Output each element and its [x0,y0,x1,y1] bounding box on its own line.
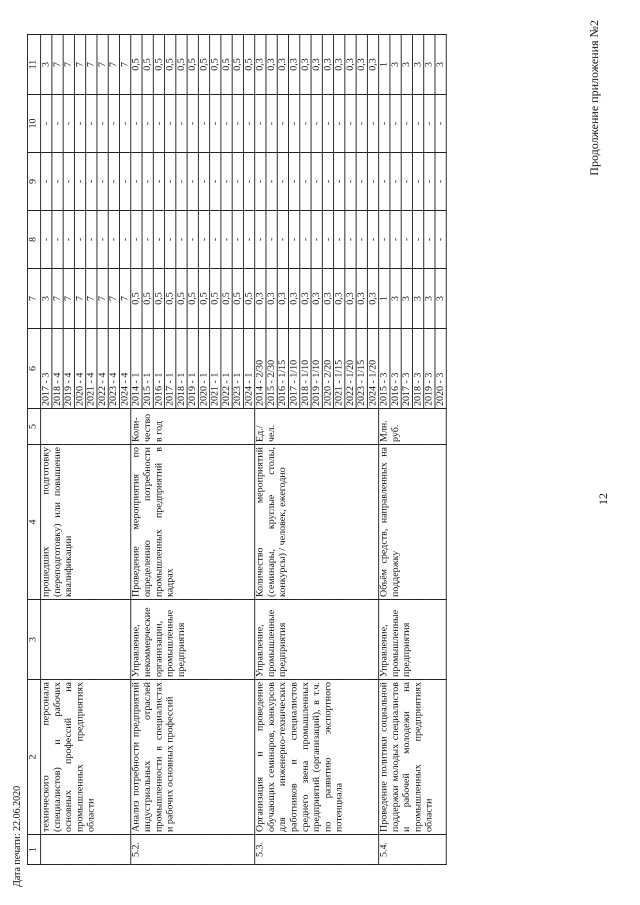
value-cell: 0,5 [165,35,176,95]
unit-of-measure: Ед./ чел. [255,409,379,445]
value-cell: 0,5 [131,269,142,329]
value-cell: 0,5 [221,35,232,95]
program-table [27,34,447,865]
activity-description: Организация и проведение обучающих семинаров, конкурсов для инженерно-технических работников и специалистов среднего звена промышленных предприятий (организаций), в т.ч. по развитию экспортного потенциала [255,680,379,835]
value-cell: - [210,153,221,211]
value-cell: - [424,95,435,153]
value-cell: - [390,95,401,153]
value-cell: - [300,153,311,211]
value-cell: - [266,211,277,269]
appendix-note: Продолжение приложения №2 [587,20,601,176]
value-cell: - [435,211,446,269]
unit-of-measure [41,409,131,445]
value-cell: - [153,95,164,153]
value-cell: - [367,153,378,211]
value-cell: - [379,153,390,211]
value-cell: - [41,153,52,211]
value-cell: - [401,95,412,153]
value-cell: - [119,153,130,211]
value-cell: - [243,211,254,269]
value-cell: - [435,95,446,153]
value-cell: 7 [108,35,119,95]
value-cell: - [131,95,142,153]
year-target-cell: 2020 - 4 [74,329,85,409]
value-cell: - [322,95,333,153]
year-target-cell: 2022 - 1 [221,329,232,409]
value-cell: 7 [63,35,74,95]
page-number: 12 [596,493,610,505]
value-cell: - [334,153,345,211]
column-number-4: 4 [27,445,40,600]
value-cell: 0,5 [210,35,221,95]
value-cell: 0,5 [198,35,209,95]
value-cell: 0,3 [289,35,300,95]
unit-of-measure: Млн. руб. [379,409,447,445]
value-cell: 0,3 [277,35,288,95]
value-cell: - [277,211,288,269]
value-cell: - [108,95,119,153]
table-row [255,35,266,865]
responsible-executors: Управление, промышленные предприятия [379,600,447,680]
value-cell: 0,5 [165,269,176,329]
year-target-cell: 2019 - 1/10 [311,329,322,409]
year-target-cell: 2016 - 1/15 [277,329,288,409]
row-number: 5.4. [379,835,447,865]
year-target-cell: 2022 - 1/20 [345,329,356,409]
value-cell: 0,5 [176,35,187,95]
value-cell: - [435,153,446,211]
value-cell: - [232,211,243,269]
value-cell: - [187,95,198,153]
year-target-cell: 2014 - 2/30 [255,329,266,409]
value-cell: 3 [41,35,52,95]
year-target-cell: 2017 - 1/10 [289,329,300,409]
year-target-cell: 2018 - 1/10 [300,329,311,409]
column-number-2: 2 [27,680,40,835]
value-cell: - [345,95,356,153]
value-cell: 0,5 [176,269,187,329]
value-cell: - [187,153,198,211]
value-cell: - [311,95,322,153]
responsible-executors: Управление, некоммерческие организации, промышленные предприятия [131,600,255,680]
value-cell: - [232,153,243,211]
value-cell: 0,5 [142,35,153,95]
year-target-cell: 2021 - 1/15 [334,329,345,409]
year-target-cell: 2015 - 1 [142,329,153,409]
value-cell: 0,3 [266,35,277,95]
table-row [131,35,142,865]
value-cell: 7 [97,269,108,329]
value-cell: - [232,95,243,153]
activity-description: Анализ потребности предприятий индустриальных отраслей промышленности в специалистах и рабочих основных профессий [131,680,255,835]
value-cell: - [74,211,85,269]
year-target-cell: 2017 - 3 [401,329,412,409]
column-number-10: 10 [27,95,40,153]
value-cell: - [367,95,378,153]
activity-description: Проведение политики социальной поддержки молодых специалистов и рабочей молодежи на промышленных предприятиях области [379,680,447,835]
value-cell: 0,3 [277,269,288,329]
year-target-cell: 2018 - 4 [52,329,63,409]
value-cell: 7 [52,269,63,329]
value-cell: - [289,153,300,211]
value-cell: - [322,153,333,211]
value-cell: 7 [119,269,130,329]
value-cell: - [63,211,74,269]
column-number-9: 9 [27,153,40,211]
value-cell: - [289,211,300,269]
value-cell: - [424,211,435,269]
value-cell: - [424,153,435,211]
value-cell: - [187,211,198,269]
column-number-3: 3 [27,600,40,680]
year-target-cell: 2020 - 2/20 [322,329,333,409]
value-cell: - [311,153,322,211]
value-cell: 3 [412,269,423,329]
year-target-cell: 2018 - 3 [412,329,423,409]
year-target-cell: 2017 - 1 [165,329,176,409]
value-cell: - [176,95,187,153]
value-cell: 0,5 [153,35,164,95]
year-target-cell: 2017 - 3 [41,329,52,409]
value-cell: - [255,153,266,211]
year-target-cell: 2024 - 4 [119,329,130,409]
value-cell: - [52,95,63,153]
value-cell: 7 [74,269,85,329]
value-cell: 0,5 [243,35,254,95]
value-cell: - [97,95,108,153]
table-row [379,35,390,865]
value-cell: - [97,211,108,269]
value-cell: 3 [390,269,401,329]
responsible-executors: Управление, промышленные предприятия [255,600,379,680]
value-cell: - [255,95,266,153]
value-cell: - [63,95,74,153]
value-cell: 3 [424,269,435,329]
value-cell: - [300,95,311,153]
value-cell: - [221,153,232,211]
indicator-name: Количество мероприятий (семинары, круглые столы, конкурсы) / человек, ежегодно [255,445,379,600]
year-target-cell: 2021 - 1 [210,329,221,409]
value-cell: 3 [390,35,401,95]
value-cell: 3 [412,35,423,95]
value-cell: 0,3 [255,269,266,329]
value-cell: - [356,211,367,269]
value-cell: - [266,95,277,153]
year-target-cell: 2019 - 3 [424,329,435,409]
value-cell: - [176,211,187,269]
value-cell: 0,5 [210,269,221,329]
value-cell: - [379,95,390,153]
value-cell: - [52,153,63,211]
value-cell: 0,3 [356,269,367,329]
value-cell: - [142,95,153,153]
value-cell: - [311,211,322,269]
value-cell: - [52,211,63,269]
value-cell: - [322,211,333,269]
value-cell: - [131,153,142,211]
value-cell: - [390,211,401,269]
value-cell: 3 [401,269,412,329]
year-target-cell: 2019 - 1 [187,329,198,409]
value-cell: - [108,153,119,211]
value-cell: - [412,153,423,211]
year-target-cell: 2020 - 1 [198,329,209,409]
column-number-8: 8 [27,211,40,269]
value-cell: - [367,211,378,269]
value-cell: 7 [86,35,97,95]
year-target-cell: 2023 - 1/15 [356,329,367,409]
year-target-cell: 2023 - 4 [108,329,119,409]
year-target-cell: 2018 - 1 [176,329,187,409]
value-cell: 0,5 [187,269,198,329]
value-cell: - [356,95,367,153]
value-cell: 7 [108,269,119,329]
value-cell: - [74,95,85,153]
value-cell: 0,3 [356,35,367,95]
row-number: 5.2. [131,835,255,865]
value-cell: - [300,211,311,269]
value-cell: 0,3 [289,269,300,329]
row-number [41,835,131,865]
year-target-cell: 2016 - 3 [390,329,401,409]
value-cell: 3 [401,35,412,95]
row-number: 5.3. [255,835,379,865]
value-cell: - [401,153,412,211]
value-cell: - [221,95,232,153]
indicator-name: Проведение мероприятия по определению потребности промышленных предприятий в кадрах [131,445,255,600]
column-number-6: 6 [27,329,40,409]
column-number-7: 7 [27,269,40,329]
value-cell: - [176,153,187,211]
value-cell: - [198,95,209,153]
value-cell: 0,5 [232,35,243,95]
value-cell: - [412,211,423,269]
value-cell: 0,5 [142,269,153,329]
year-target-cell: 2021 - 4 [86,329,97,409]
column-number-5: 5 [27,409,40,445]
value-cell: - [401,211,412,269]
value-cell: - [131,211,142,269]
value-cell: - [165,153,176,211]
value-cell: - [153,211,164,269]
value-cell: 0,5 [153,269,164,329]
column-number-11: 11 [27,35,40,95]
value-cell: 7 [52,35,63,95]
value-cell: - [86,153,97,211]
value-cell: - [74,153,85,211]
table-body [41,35,447,865]
value-cell: 0,5 [221,269,232,329]
value-cell: - [243,95,254,153]
value-cell: - [165,211,176,269]
value-cell: - [255,211,266,269]
value-cell: 7 [74,35,85,95]
value-cell: - [277,95,288,153]
value-cell: - [412,95,423,153]
value-cell: 0,3 [322,35,333,95]
value-cell: 0,3 [300,35,311,95]
value-cell: - [41,211,52,269]
value-cell: - [334,95,345,153]
value-cell: - [41,95,52,153]
value-cell: 0,3 [266,269,277,329]
value-cell: 0,3 [367,269,378,329]
value-cell: - [142,211,153,269]
value-cell: 0,3 [255,35,266,95]
value-cell: 0,3 [345,35,356,95]
value-cell: 0,5 [187,35,198,95]
responsible-executors [41,600,131,680]
year-target-cell: 2019 - 4 [63,329,74,409]
value-cell: - [277,153,288,211]
value-cell: 0,3 [322,269,333,329]
value-cell: - [165,95,176,153]
value-cell: 0,5 [243,269,254,329]
value-cell: - [63,153,74,211]
value-cell: - [334,211,345,269]
value-cell: - [119,95,130,153]
value-cell: 7 [119,35,130,95]
value-cell: 0,3 [334,35,345,95]
value-cell: 0,5 [232,269,243,329]
value-cell: 0,3 [311,35,322,95]
year-target-cell: 2022 - 4 [97,329,108,409]
value-cell: 3 [424,35,435,95]
print-date: Дата печати: 22.06.2020 [12,785,23,887]
value-cell: - [119,211,130,269]
year-target-cell: 2016 - 1 [153,329,164,409]
value-cell: - [345,153,356,211]
value-cell: 0,3 [334,269,345,329]
year-target-cell: 2024 - 1 [243,329,254,409]
year-target-cell: 2020 - 3 [435,329,446,409]
value-cell: 0,5 [198,269,209,329]
value-cell: - [108,211,119,269]
indicator-name: прошедших подготовку (переподготовку) или повышение квалификации [41,445,131,600]
year-target-cell: 2024 - 1/20 [367,329,378,409]
value-cell: - [356,153,367,211]
value-cell: - [289,95,300,153]
value-cell: - [86,211,97,269]
value-cell: - [210,95,221,153]
value-cell: - [198,211,209,269]
year-target-cell: 2015 - 2/30 [266,329,277,409]
column-number-1: 1 [27,835,40,865]
year-target-cell: 2014 - 1 [131,329,142,409]
value-cell: - [266,153,277,211]
value-cell: 7 [86,269,97,329]
activity-description: технического персонала (специалистов) и рабочих основных профессий на промышленных предприятиях области [41,680,131,835]
indicator-name: Объём средств, направленных на поддержку [379,445,447,600]
value-cell: 0,3 [311,269,322,329]
value-cell: - [210,211,221,269]
value-cell: 0,3 [345,269,356,329]
value-cell: 1 [379,35,390,95]
table-row [41,35,52,865]
value-cell: - [345,211,356,269]
value-cell: 7 [63,269,74,329]
value-cell: 0,3 [300,269,311,329]
unit-of-measure: Коли-чество в год [131,409,255,445]
value-cell: - [198,153,209,211]
value-cell: 3 [435,269,446,329]
value-cell: 3 [435,35,446,95]
value-cell: 0,5 [131,35,142,95]
value-cell: - [97,153,108,211]
year-target-cell: 2023 - 1 [232,329,243,409]
value-cell: - [221,211,232,269]
value-cell: - [390,153,401,211]
value-cell: 7 [97,35,108,95]
value-cell: - [153,153,164,211]
value-cell: 1 [379,269,390,329]
value-cell: - [243,153,254,211]
value-cell: - [142,153,153,211]
value-cell: 0,3 [367,35,378,95]
value-cell: - [379,211,390,269]
year-target-cell: 2015 - 3 [379,329,390,409]
value-cell: - [86,95,97,153]
column-number-row [27,35,40,865]
value-cell: 3 [41,269,52,329]
